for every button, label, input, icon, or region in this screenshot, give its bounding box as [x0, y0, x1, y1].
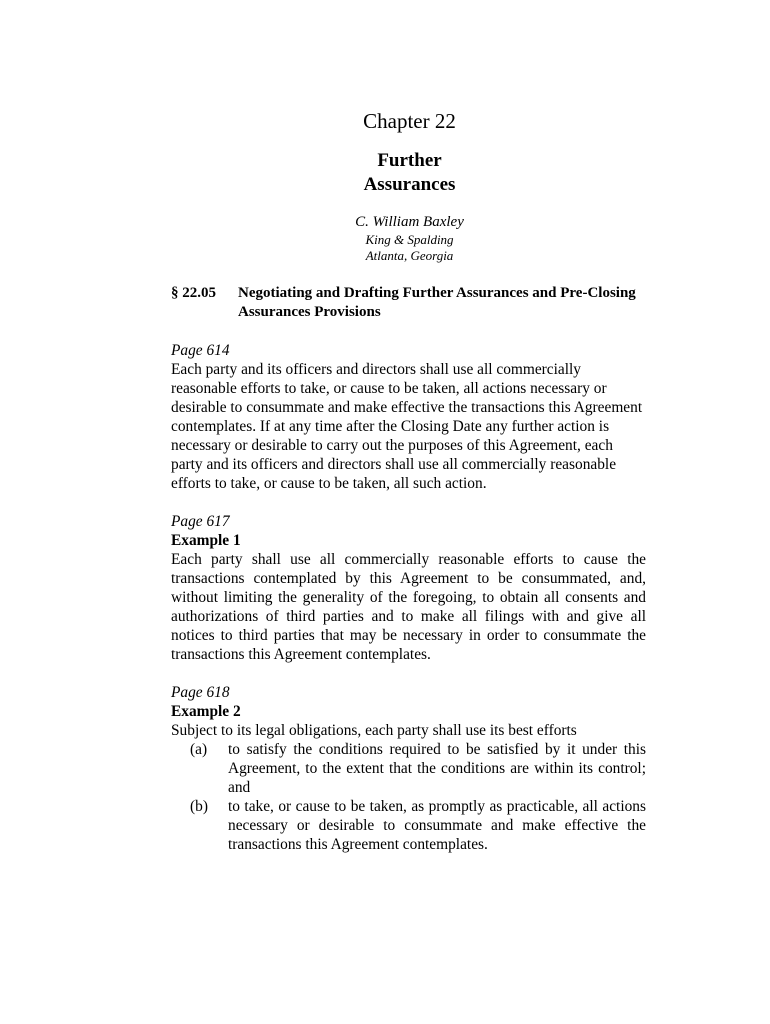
chapter-label: Chapter 22: [363, 109, 456, 133]
list-item: [171, 797, 646, 854]
author-firm: King & Spalding: [365, 232, 454, 247]
author-name: C. William Baxley: [355, 214, 464, 230]
provision-block: [171, 341, 646, 493]
provision-text: Each party shall use all commercially reasonable efforts to cause the transactions contemplated by this Agreement to be consummated, and, without limiting the generality of the foregoing, to obtain all consents and authorizations of third parties and to make all filings with and give all notices to third parties that may be necessary in order to consummate the transactions this Agreement contemplates.: [171, 551, 646, 663]
author-block: [171, 213, 646, 264]
provision-block: [171, 683, 646, 854]
page-reference: Page 617: [171, 513, 230, 530]
list-marker: (b): [190, 798, 208, 815]
page-reference: Page 614: [171, 342, 230, 359]
author-city: Atlanta, Georgia: [365, 248, 454, 263]
section-title: Negotiating and Drafting Further Assurances and Pre-Closing Assurances Provisions: [238, 285, 636, 320]
provision-text: Each party and its officers and directors shall use all commercially reasonable efforts to take, or cause to be taken, all actions necessary or desirable to consummate and make effective the transactions this Agreement contemplates. If at any time after the Closing Date any further action is necessary or desirable to carry out the purposes of this Agreement, each party and its officers and directors shall use all commercially reasonable efforts to take, or cause to be taken, all such action.: [171, 361, 643, 492]
section-heading: [171, 284, 646, 322]
provision-intro: Subject to its legal obligations, each party shall use its best efforts: [171, 722, 577, 739]
chapter-title-line: Assurances: [363, 174, 456, 195]
example-label: Example 1: [171, 532, 241, 549]
document-page: [171, 108, 646, 854]
section-number: § 22.05: [171, 285, 216, 301]
provision-block: [171, 512, 646, 664]
list-item-text: to satisfy the conditions required to be satisfied by it under this Agreement, to the extent that the conditions are within its control; and: [228, 741, 646, 796]
example-label: Example 2: [171, 703, 241, 720]
list-item: [171, 740, 646, 797]
list-marker: (a): [190, 741, 208, 758]
list-item-text: to take, or cause to be taken, as promptly as practicable, all actions necessary or desirable to consummate and make effective the transactions this Agreement contemplates.: [228, 798, 646, 853]
chapter-title: [171, 149, 646, 197]
page-reference: Page 618: [171, 684, 230, 701]
chapter-title-line: Further: [377, 150, 442, 171]
